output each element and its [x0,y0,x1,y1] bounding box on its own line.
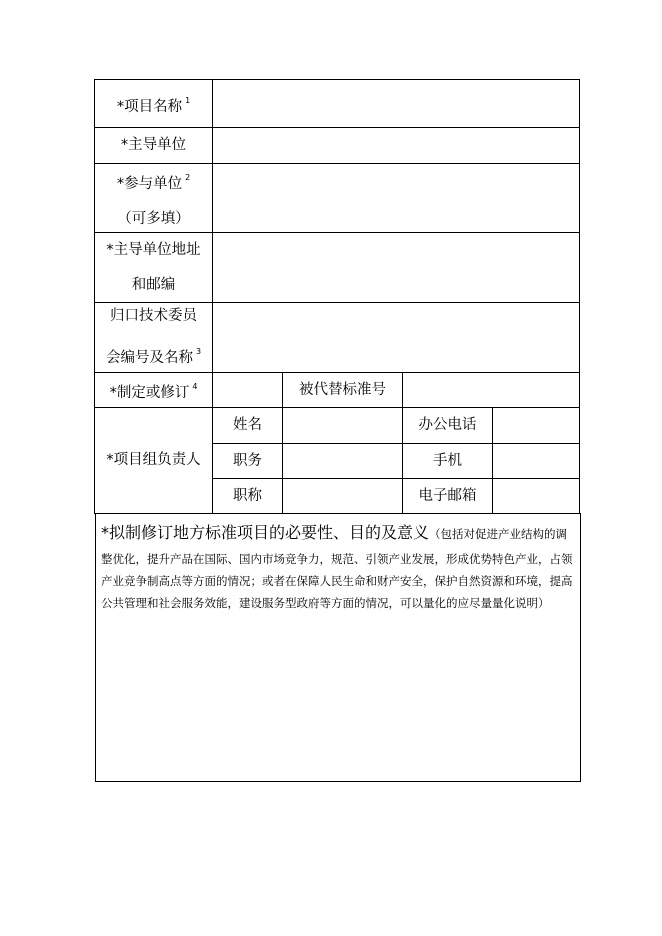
leader-name-field[interactable] [282,407,403,444]
necessity-hint: （包括对促进产业结构的调整优化，提升产品在国际、国内市场竞争力，规范、引领产业发展，形成优势特色产业，占领产业竞争制高点等方面的情况；或者在保障人民生命和财产安全，保护自然资源和环境，提高公共管理和社会服务效能，建设服务型政府等方面的情况，可以量化的应尽量量化说明） [101,527,573,610]
leader-position-field[interactable] [282,443,403,479]
label-text: *项目名称 [116,98,183,115]
committee-label [94,302,213,373]
leader-name-label: 姓名 [212,407,283,444]
necessity-field[interactable] [95,513,581,782]
participant-units-label [94,163,213,233]
label-text: *制定或修订 [109,385,190,401]
lead-address-label [94,232,213,303]
leader-position-label: 职务 [212,443,283,479]
project-name-field[interactable] [212,79,580,128]
leader-title-field[interactable] [282,478,403,514]
label-sub: （可多填） [117,210,190,227]
label-sub: 和邮编 [131,276,176,293]
replaced-standard-label: 被代替标准号 [282,372,403,408]
revise-label [94,372,213,408]
footnote: 2 [185,172,191,182]
label-text: *主导单位地址 [106,241,201,258]
mobile-label: 手机 [402,443,493,479]
label-text: *参与单位 [116,175,183,192]
project-name-label [94,79,213,128]
revise-field[interactable] [212,372,283,408]
label-text: 归口技术委员 [110,308,197,324]
leader-title-label: 职称 [212,478,283,514]
footnote: 1 [185,95,191,105]
necessity-heading: *拟制修订地方标准项目的必要性、目的及意义 [101,523,430,542]
mobile-field[interactable] [492,443,580,479]
replaced-standard-field[interactable] [402,372,580,408]
participant-units-field[interactable] [212,163,580,233]
office-phone-field[interactable] [492,407,580,444]
lead-unit-label: *主导单位 [94,127,213,164]
footnote: 4 [192,382,198,391]
lead-address-field[interactable] [212,232,580,303]
committee-field[interactable] [212,302,580,373]
lead-unit-field[interactable] [212,127,580,164]
leader-label: *项目组负责人 [94,407,213,514]
email-label: 电子邮箱 [402,478,493,514]
email-field[interactable] [492,478,580,514]
footnote: 3 [195,347,202,356]
office-phone-label: 办公电话 [402,407,493,444]
label-sub: 会编号及名称 [105,350,193,366]
